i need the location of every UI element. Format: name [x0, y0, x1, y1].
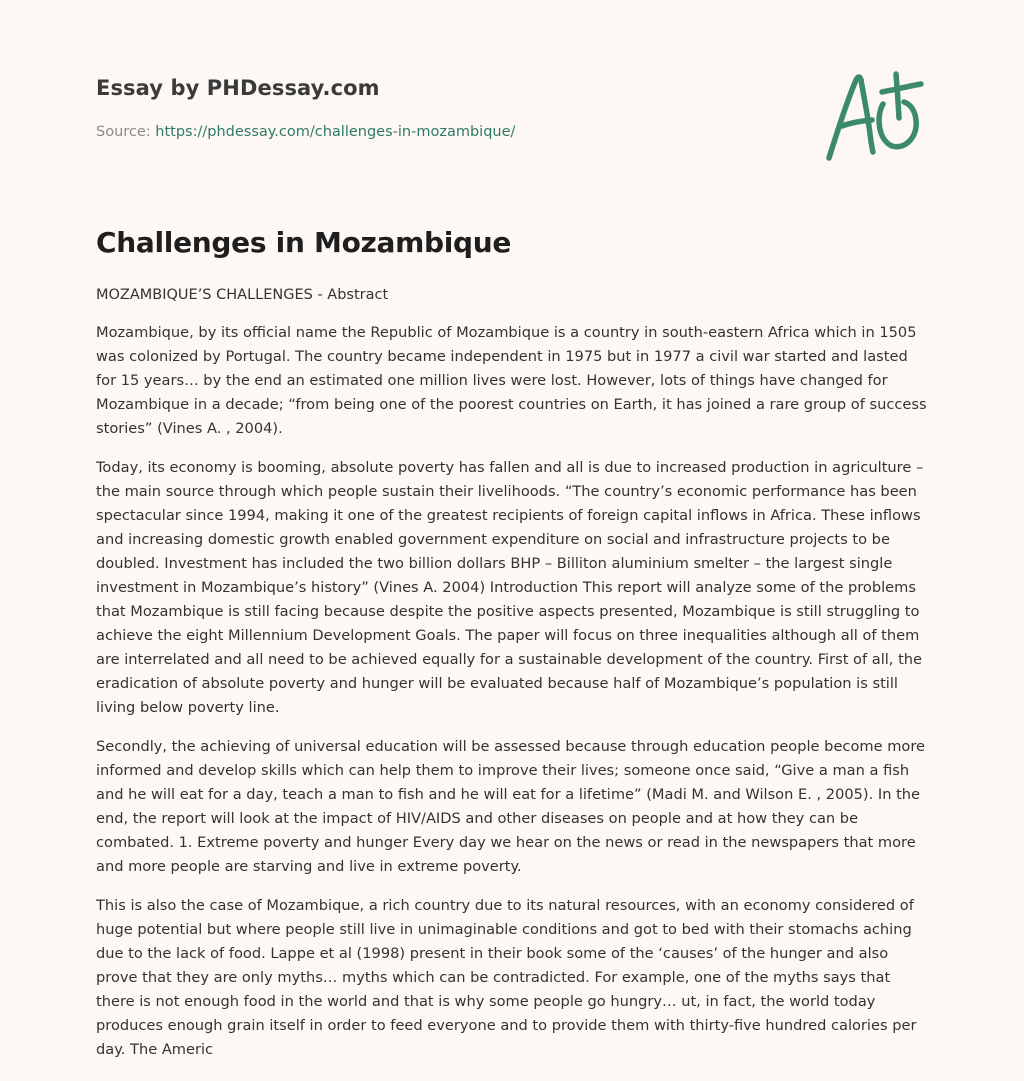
essay-subtitle: MOZAMBIQUE’S CHALLENGES - Abstract	[96, 287, 389, 303]
essay-paragraph: Secondly, the achieving of universal education will be assessed because through education people become more informed and develop skills which can help them to improve their lives; someone once said, “Give a man a fish and he will eat for a day, teach a man to fish and he will eat for a lifetime” (Madi M. and Wilson E. , 2005). In the end, the report will look at the impact of HIV/AIDS and other diseases on people and at how they can be combated. 1. Extreme poverty and hunger Every day we hear on the news or read in the newspapers that more and more people are starving and live in extreme poverty.	[96, 738, 926, 875]
source-label: Source:	[96, 124, 156, 140]
source-link[interactable]: https://phdessay.com/challenges-in-mozambique/	[155, 124, 516, 140]
essay-title: Challenges in Mozambique	[96, 226, 512, 259]
essay-paragraph: Mozambique, by its official name the Republic of Mozambique is a country in south-eastern Africa which in 1505 was colonized by Portugal. The country became independent in 1975 but in 1977 a civil war started and lasted for 15 years… by the end an estimated one million lives were lost. However, lots of things have changed for Mozambique in a decade; “from being one of the poorest countries on Earth, it has joined a rare group of success stories” (Vines A. , 2004).	[96, 324, 927, 437]
a-plus-logo-icon	[820, 66, 930, 166]
essay-body	[96, 321, 930, 1077]
essay-paragraph: Today, its economy is booming, absolute poverty has fallen and all is due to increased production in agriculture – the main source through which people sustain their livelihoods. “The country’s economic performance has been spectacular since 1994, making it one of the greatest recipients of foreign capital inflows in Africa. These inflows and increasing domestic growth enabled government expenditure on social and infrastructure projects to be doubled. Investment has included the two billion dollars BHP – Billiton aluminium smelter – the largest single investment in Mozambique’s history” (Vines A. 2004) Introduction This report will analyze some of the problems that Mozambique is still facing because despite the positive aspects presented, Mozambique is still struggling to achieve the eight Millennium Development Goals. The paper will focus on three inequalities although all of them are interrelated and all need to be achieved equally for a sustainable development of the country. First of all, the eradication of absolute poverty and hunger will be evaluated because half of Mozambique’s population is still living below poverty line.	[96, 459, 924, 716]
essay-paragraph: This is also the case of Mozambique, a rich country due to its natural resources, with an economy considered of huge potential but where people still live in unimaginable conditions and got to bed with their stomachs aching due to the lack of food. Lappe et al (1998) present in their book some of the ‘causes’ of the hunger and also prove that they are only myths… myths which can be contradicted. For example, one of the myths says that there is not enough food in the world and that is why some people go hungry… ut, in fact, the world today produces enough grain itself in order to feed everyone and to provide them with thirty-five hundred calories per day. The Americ	[96, 897, 917, 1058]
site-brand: Essay by PHDessay.com	[96, 76, 380, 100]
source-line	[96, 124, 515, 140]
